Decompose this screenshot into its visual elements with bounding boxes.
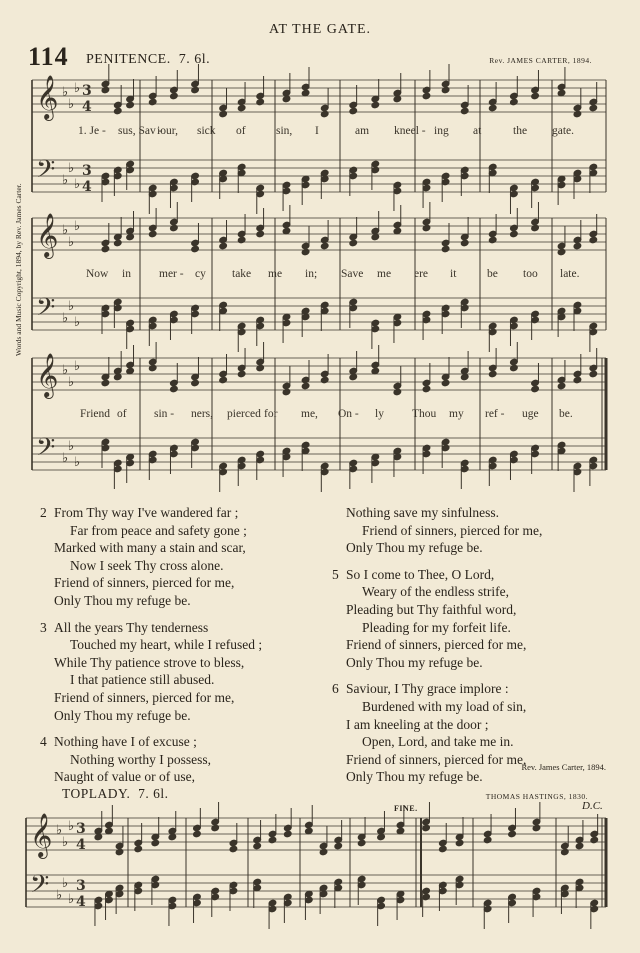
note-head xyxy=(237,370,246,378)
verse-line: Touched my heart, while I refused ; xyxy=(70,637,263,653)
note-head xyxy=(170,385,179,393)
note-head xyxy=(170,92,179,100)
flat-sign: ♭ xyxy=(68,235,75,250)
note-head xyxy=(510,230,519,238)
flat-sign: ♭ xyxy=(68,299,75,314)
treble-clef: 𝄞 xyxy=(36,213,59,257)
note-head xyxy=(531,385,540,393)
verse-line: All the years Thy tenderness xyxy=(54,619,209,635)
lyric-syllable: ing xyxy=(434,125,449,137)
page-title: AT THE GATE. xyxy=(268,22,372,37)
note-head xyxy=(589,370,598,378)
verse-line: Only Thou my refuge be. xyxy=(346,769,483,785)
note-head xyxy=(422,385,431,393)
copyright-notice: Words and Music Copyright, 1894, by Rev. James Carter. xyxy=(14,183,23,357)
verse-line: Friend of sinners, pierced for me, xyxy=(346,751,527,767)
note-head xyxy=(301,382,310,390)
lyric-syllable: of xyxy=(236,125,246,137)
note-head xyxy=(441,86,450,94)
second-tune-meter: 7. 6l. xyxy=(138,786,169,801)
note-head xyxy=(573,110,582,118)
note-head xyxy=(488,236,497,244)
lyric-syllable: sus, Sav - xyxy=(118,125,163,137)
note-head xyxy=(256,364,265,372)
time-signature-bottom: 4 xyxy=(76,837,86,853)
note-head xyxy=(229,845,238,853)
note-head xyxy=(219,242,228,250)
flat-sign: ♭ xyxy=(62,85,69,100)
note-head xyxy=(151,839,160,847)
note-head xyxy=(193,830,202,838)
flat-sign: ♭ xyxy=(62,311,69,326)
verse-line: Friend of sinners, pierced for me, xyxy=(362,522,543,538)
second-tune-composer: THOMAS HASTINGS, 1830. xyxy=(485,792,588,801)
time-signature-top: 3 xyxy=(76,878,86,894)
verse-line: Only Thou my refuge be. xyxy=(346,540,483,556)
lyric-syllable: Save xyxy=(341,268,364,280)
lyric-syllable: ref - xyxy=(485,408,505,420)
note-head xyxy=(170,224,179,232)
note-head xyxy=(320,242,329,250)
lyric-syllable: for xyxy=(264,408,278,420)
flat-sign: ♭ xyxy=(62,223,69,238)
note-head xyxy=(439,845,448,853)
note-head xyxy=(282,388,291,396)
note-head xyxy=(191,86,200,94)
note-head xyxy=(319,848,328,856)
note-head xyxy=(460,239,469,247)
lyric-syllable: Thou xyxy=(412,408,437,420)
time-signature-top: 3 xyxy=(82,163,92,179)
verse-line: I am kneeling at the door ; xyxy=(346,716,489,732)
lyric-syllable: cy xyxy=(195,268,206,280)
note-head xyxy=(573,376,582,384)
verse-attribution: Rev. James Carter, 1894. xyxy=(521,762,606,772)
system-braces xyxy=(26,80,32,907)
lyric-syllable: the xyxy=(513,125,528,137)
lyric-syllable: take xyxy=(232,268,252,280)
verse-number: 5 xyxy=(332,566,339,582)
note-head xyxy=(510,98,519,106)
note-head xyxy=(357,839,366,847)
note-head xyxy=(531,224,540,232)
second-tune-name: TOPLADY. 7. 6l. xyxy=(62,786,169,801)
verse-line: Naught of value or of use, xyxy=(54,769,195,785)
meter: 7. 6l. xyxy=(178,52,211,67)
lyric-syllable: of xyxy=(117,408,127,420)
note-head xyxy=(256,230,265,238)
lyric-syllable: ners, xyxy=(191,408,214,420)
note-head xyxy=(371,101,380,109)
bass-clef: 𝄢 xyxy=(36,155,56,190)
treble-clef: 𝄞 xyxy=(30,813,53,857)
note-head xyxy=(557,248,566,256)
fine-marking: FINE. xyxy=(394,804,418,813)
note-head xyxy=(237,104,246,112)
time-signature-top: 3 xyxy=(76,821,86,837)
note-head xyxy=(590,836,599,844)
time-signature-bottom: 4 xyxy=(82,99,92,115)
note-head xyxy=(349,239,358,247)
flat-sign: ♭ xyxy=(62,835,69,850)
lyric-syllable: ere xyxy=(414,268,429,280)
verse-line: Nothing worthy I possess, xyxy=(70,751,211,767)
note-head xyxy=(422,92,431,100)
note-head xyxy=(115,848,124,856)
bass-clef: 𝄢 xyxy=(36,433,56,468)
flat-sign: ♭ xyxy=(62,173,69,188)
lyric-syllable: iour, xyxy=(157,125,178,137)
note-head xyxy=(148,98,157,106)
note-head xyxy=(219,376,228,384)
note-head xyxy=(349,107,358,115)
note-head xyxy=(301,248,310,256)
verse-number: 6 xyxy=(332,681,339,697)
flat-sign: ♭ xyxy=(74,177,81,192)
flat-sign: ♭ xyxy=(56,823,63,838)
lyric-syllable: I xyxy=(315,125,319,137)
hymn-number: 114 xyxy=(28,42,69,71)
lyric-syllable: mer - xyxy=(159,268,184,280)
time-signature-top: 3 xyxy=(82,83,92,99)
note-head xyxy=(575,842,584,850)
flat-sign: ♭ xyxy=(62,876,69,891)
lyric-syllable: 1. Je - xyxy=(78,125,106,137)
note-head xyxy=(268,836,277,844)
note-head xyxy=(483,836,492,844)
lyric-syllable: On - xyxy=(338,408,359,420)
flat-sign: ♭ xyxy=(68,97,75,112)
note-head xyxy=(508,830,517,838)
note-head xyxy=(488,104,497,112)
lyric-syllable: Now xyxy=(86,268,109,280)
verse-line: Now I seek Thy cross alone. xyxy=(70,557,224,573)
note-head xyxy=(510,364,519,372)
bass-clef: 𝄢 xyxy=(36,293,56,328)
verse-line: Saviour, I Thy grace implore : xyxy=(346,681,509,697)
author-credit: Rev. JAMES CARTER, 1894. xyxy=(489,56,592,65)
verse-number: 3 xyxy=(40,619,47,635)
lyric-syllable: too xyxy=(523,268,538,280)
verse-line: Friend of sinners, pierced for me, xyxy=(54,690,235,705)
note-head xyxy=(211,824,220,832)
note-head xyxy=(148,230,157,238)
note-head xyxy=(441,245,450,253)
note-head xyxy=(393,388,402,396)
lyric-syllable: it xyxy=(450,268,457,280)
flat-sign: ♭ xyxy=(62,363,69,378)
note-head xyxy=(531,92,540,100)
flat-sign: ♭ xyxy=(74,81,81,96)
note-head xyxy=(126,101,135,109)
lyric-syllable: me xyxy=(268,268,283,280)
flat-sign: ♭ xyxy=(74,455,81,470)
flat-sign: ♭ xyxy=(74,219,81,234)
verse-line: Weary of the endless strife, xyxy=(362,584,509,600)
dc-marking: D.C. xyxy=(582,800,603,812)
note-head xyxy=(256,98,265,106)
note-head xyxy=(253,842,262,850)
tune-name: PENITENCE. 7. 6l. xyxy=(86,52,211,67)
lyric-syllable: be xyxy=(487,268,498,280)
note-head xyxy=(237,236,246,244)
lyric-syllable: am xyxy=(355,125,370,137)
flat-sign: ♭ xyxy=(68,161,75,176)
lyric-syllable: in; xyxy=(305,268,318,280)
verse-number: 4 xyxy=(40,734,47,750)
note-head xyxy=(441,379,450,387)
flat-sign: ♭ xyxy=(68,375,75,390)
note-head xyxy=(101,86,110,94)
lyric-syllable: my xyxy=(449,408,464,420)
note-head xyxy=(148,364,157,372)
lyric-syllable: in xyxy=(122,268,131,280)
note-head xyxy=(101,245,110,253)
verse-line: Only Thou my refuge be. xyxy=(346,654,483,670)
lyric-syllable: sin - xyxy=(154,408,175,420)
flat-sign: ♭ xyxy=(56,888,63,903)
flat-sign: ♭ xyxy=(74,359,81,374)
note-head xyxy=(191,379,200,387)
note-head xyxy=(460,107,469,115)
note-head xyxy=(191,245,200,253)
verse-line: While Thy patience strove to bless, xyxy=(54,654,245,670)
verse-line: Burdened with my load of sin, xyxy=(362,699,527,714)
flat-sign: ♭ xyxy=(74,315,81,330)
verse-line: Marked with many a stain and scar, xyxy=(54,540,246,556)
note-head xyxy=(561,848,570,856)
lyric-syllable: Friend xyxy=(80,408,111,420)
lyric-syllable: sin, xyxy=(276,125,293,137)
note-head xyxy=(589,236,598,244)
note-head xyxy=(573,242,582,250)
note-head xyxy=(532,824,541,832)
note-head xyxy=(334,842,343,850)
treble-clef: 𝄞 xyxy=(36,353,59,397)
time-signature-bottom: 4 xyxy=(82,179,92,195)
verse-line: So I come to Thee, O Lord, xyxy=(346,566,495,582)
verse-number: 2 xyxy=(40,505,47,520)
lyric-syllable: be. xyxy=(559,408,573,420)
note-head xyxy=(101,379,110,387)
lyric-syllable: at xyxy=(473,125,482,137)
time-signature-bottom: 4 xyxy=(76,894,86,910)
flat-sign: ♭ xyxy=(68,819,75,834)
flat-sign: ♭ xyxy=(68,892,75,907)
lyric-syllable: kneel - xyxy=(394,125,426,137)
verse-line: Open, Lord, and take me in. xyxy=(362,734,514,750)
lyric-syllable: ly xyxy=(375,408,384,420)
verse-line: Only Thou my refuge be. xyxy=(54,707,191,723)
lyric-syllable: sick xyxy=(197,125,216,137)
lyric-syllable: gate. xyxy=(552,125,575,137)
note-head xyxy=(320,376,329,384)
note-head xyxy=(422,824,431,832)
bass-clef: 𝄢 xyxy=(30,870,50,905)
note-head xyxy=(113,239,122,247)
verse-line: From Thy way I've wandered far ; xyxy=(54,505,239,520)
lyric-syllable: late. xyxy=(560,268,580,280)
verse-line: Pleading but Thy faithful word, xyxy=(346,602,517,617)
verse-line: I that patience still abused. xyxy=(70,672,215,688)
note-head xyxy=(134,845,143,853)
note-head xyxy=(113,107,122,115)
note-head xyxy=(488,370,497,378)
note-head xyxy=(320,110,329,118)
flat-sign: ♭ xyxy=(62,451,69,466)
verse-line: Far from peace and safety gone ; xyxy=(70,522,247,538)
verse-line: Nothing have I of excuse ; xyxy=(54,734,197,750)
lyric-syllable: pierced xyxy=(227,408,261,420)
verse-line: Pleading for my forfeit life. xyxy=(362,619,511,635)
note-head xyxy=(283,830,292,838)
flat-sign: ♭ xyxy=(68,439,75,454)
verse-line: Nothing save my sinfulness. xyxy=(346,505,499,520)
verse-line: Friend of sinners, pierced for me, xyxy=(346,637,527,653)
treble-clef: 𝄞 xyxy=(36,75,59,119)
verse-line: Only Thou my refuge be. xyxy=(54,593,191,608)
note-head xyxy=(455,839,464,847)
note-head xyxy=(422,224,431,232)
lyric-syllable: me, xyxy=(301,408,318,420)
note-head xyxy=(589,104,598,112)
lyric-syllable: me xyxy=(377,268,392,280)
lyric-syllable: uge xyxy=(522,408,539,420)
note-head xyxy=(557,382,566,390)
note-head xyxy=(219,110,228,118)
verse-line: Friend of sinners, pierced for me, xyxy=(54,575,235,591)
